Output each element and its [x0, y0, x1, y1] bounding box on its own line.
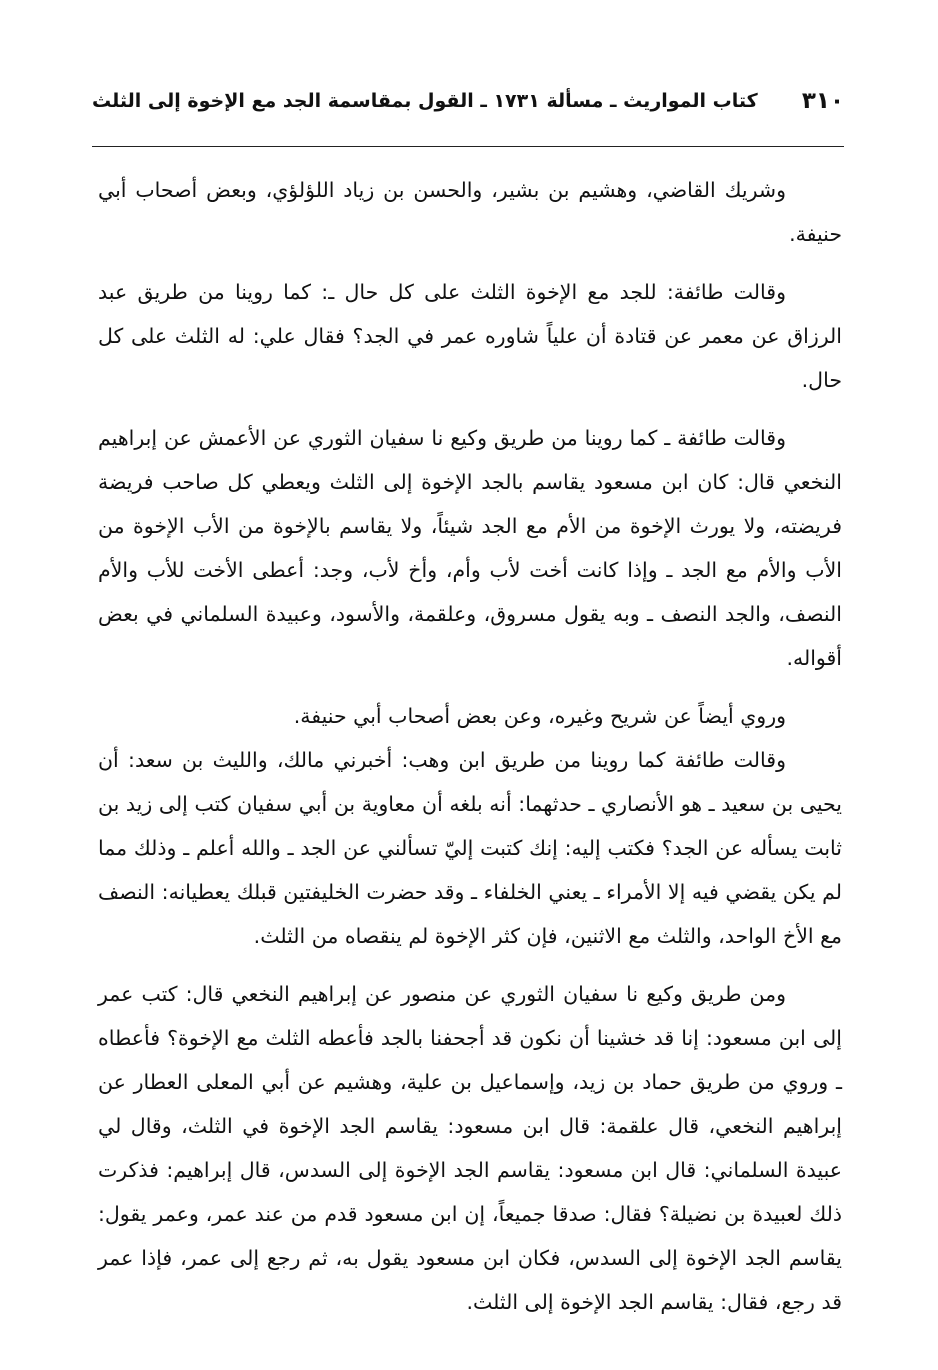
body-text	[98, 168, 842, 1324]
paragraph: وروي أيضاً عن شريح وغيره، وعن بعض أصحاب أبي حنيفة.	[293, 704, 786, 728]
paragraph: وقالت طائفة: للجد مع الإخوة الثلث على كل حال ـ: كما روينا من طريق عبد الرزاق عن معمر عن قتادة أن علياً شاوره عمر في الجد؟ فقال علي: له الثلث على كل حال.	[98, 280, 842, 392]
running-title: كتاب المواريث ـ مسألة ١٧٣١ ـ القول بمقاسمة الجد مع الإخوة إلى الثلث	[92, 90, 758, 112]
header-divider	[92, 146, 844, 147]
paragraph: وقالت طائفة ـ كما روينا من طريق وكيع نا سفيان الثوري عن الأعمش عن إبراهيم النخعي قال: كان ابن مسعود يقاسم بالجد الإخوة إلى الثلث ويعطي كل صاحب فريضة فريضته، ولا يورث الإخوة من الأم مع الجد شيئاً، ولا يقاسم بالإخوة من الأب الإخوة من الأب والأم مع الجد ـ وإذا كانت أخت لأب وأم، وأخ لأب، وجد: أعطى الأخت للأب والأم النصف، والجد النصف ـ وبه يقول مسروق، وعلقمة، والأسود، وعبيدة السلماني في بعض أقواله.	[98, 426, 842, 670]
paragraph: وقالت طائفة كما روينا من طريق ابن وهب: أخبرني مالك، والليث بن سعد: أن يحيى بن سعيد ـ هو الأنصاري ـ حدثهما: أنه بلغه أن معاوية بن أبي سفيان كتب إلى زيد بن ثابت يسأله عن الجد؟ فكتب إليه: إنك كتبت إليّ تسألني عن الجد ـ والله أعلم ـ وذلك مما لم يكن يقضي فيه إلا الأمراء ـ يعني الخلفاء ـ وقد حضرت الخليفتين قبلك يعطيانه: النصف مع الأخ الواحد، والثلث مع الاثنين، فإن كثر الإخوة لم ينقصاه من الثلث.	[98, 748, 842, 948]
page-header	[92, 88, 844, 124]
page-number: ٣١٠	[801, 88, 844, 114]
paragraph: وشريك القاضي، وهشيم بن بشير، والحسن بن زياد اللؤلؤي، وبعض أصحاب أبي حنيفة.	[98, 178, 842, 246]
paragraph: ومن طريق وكيع نا سفيان الثوري عن منصور عن إبراهيم النخعي قال: كتب عمر إلى ابن مسعود: إنا قد خشينا أن نكون قد أجحفنا بالجد فأعطه الثلث مع الإخوة؟ فأعطاه ـ وروي من طريق حماد بن زيد، وإسماعيل بن علية، وهشيم عن أبي المعلى العطار عن إبراهيم النخعي، قال علقمة: قال ابن مسعود: يقاسم الجد الإخوة في الثلث، وقال لي عبيدة السلماني: قال ابن مسعود: يقاسم الجد الإخوة إلى السدس، قال إبراهيم: فذكرت ذلك لعبيدة بن نضيلة؟ فقال: صدقا جميعاً، إن ابن مسعود قدم من عند عمر، وعمر يقول: يقاسم الجد الإخوة إلى السدس، فكان ابن مسعود يقول به، ثم رجع إلى عمر، فإذا عمر قد رجع، فقال: يقاسم الجد الإخوة إلى الثلث.	[98, 982, 842, 1314]
